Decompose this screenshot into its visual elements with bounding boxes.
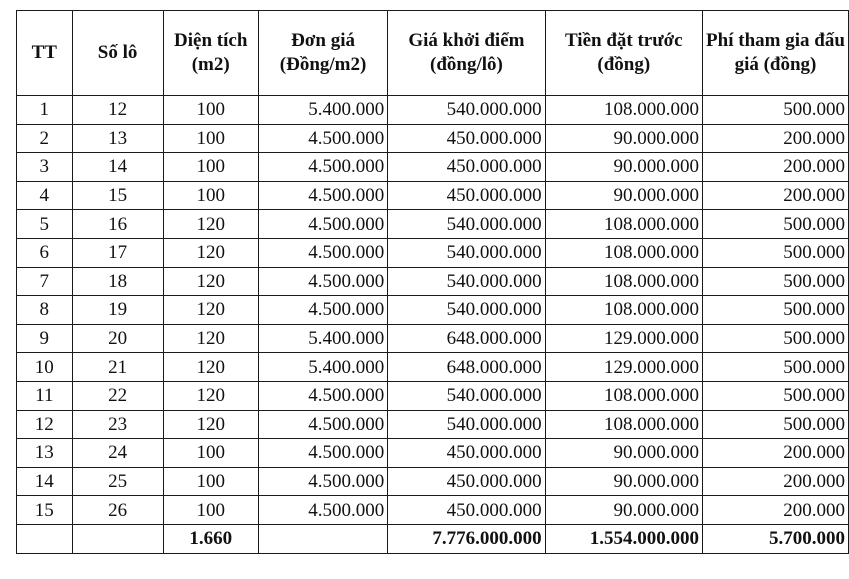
cell-dien-tich: 120 (163, 296, 258, 325)
cell-tt: 4 (17, 181, 73, 210)
header-phi-tham-gia: Phí tham gia đấu giá (đồng) (702, 11, 848, 96)
table-row (17, 467, 849, 496)
cell-so-lo: 19 (72, 296, 163, 325)
cell-so-lo: 22 (72, 381, 163, 410)
cell-dien-tich: 100 (163, 96, 258, 125)
cell-don-gia: 4.500.000 (258, 381, 387, 410)
cell-tt: 12 (17, 410, 73, 439)
cell-phi-tham-gia: 200.000 (702, 496, 848, 525)
cell-don-gia: 4.500.000 (258, 439, 387, 468)
total-tt (17, 524, 73, 553)
cell-so-lo: 17 (72, 238, 163, 267)
cell-tien-dat-truoc: 108.000.000 (545, 296, 702, 325)
cell-dien-tich: 100 (163, 181, 258, 210)
cell-dien-tich: 100 (163, 124, 258, 153)
cell-dien-tich: 100 (163, 496, 258, 525)
total-dien-tich: 1.660 (163, 524, 258, 553)
cell-so-lo: 26 (72, 496, 163, 525)
cell-so-lo: 18 (72, 267, 163, 296)
cell-phi-tham-gia: 200.000 (702, 439, 848, 468)
table-row (17, 238, 849, 267)
cell-dien-tich: 120 (163, 210, 258, 239)
cell-dien-tich: 120 (163, 324, 258, 353)
cell-tien-dat-truoc: 108.000.000 (545, 381, 702, 410)
cell-tien-dat-truoc: 108.000.000 (545, 410, 702, 439)
cell-don-gia: 4.500.000 (258, 296, 387, 325)
table-row (17, 381, 849, 410)
cell-phi-tham-gia: 500.000 (702, 267, 848, 296)
header-tien-dat-truoc: Tiền đặt trước (đồng) (545, 11, 702, 96)
cell-tien-dat-truoc: 90.000.000 (545, 124, 702, 153)
cell-tt: 2 (17, 124, 73, 153)
cell-gia-khoi-diem: 450.000.000 (388, 181, 545, 210)
cell-dien-tich: 120 (163, 267, 258, 296)
cell-tien-dat-truoc: 90.000.000 (545, 153, 702, 182)
cell-don-gia: 5.400.000 (258, 96, 387, 125)
table-row (17, 96, 849, 125)
cell-tien-dat-truoc: 108.000.000 (545, 238, 702, 267)
table-row (17, 267, 849, 296)
cell-tien-dat-truoc: 108.000.000 (545, 210, 702, 239)
cell-tt: 1 (17, 96, 73, 125)
total-don-gia (258, 524, 387, 553)
header-dien-tich: Diện tích (m2) (163, 11, 258, 96)
cell-gia-khoi-diem: 540.000.000 (388, 96, 545, 125)
total-tien-dat-truoc: 1.554.000.000 (545, 524, 702, 553)
cell-so-lo: 21 (72, 353, 163, 382)
table-body (17, 96, 849, 525)
cell-don-gia: 4.500.000 (258, 210, 387, 239)
table-row (17, 496, 849, 525)
auction-lot-table (16, 10, 849, 554)
cell-dien-tich: 120 (163, 353, 258, 382)
cell-tt: 11 (17, 381, 73, 410)
cell-dien-tich: 100 (163, 439, 258, 468)
cell-so-lo: 20 (72, 324, 163, 353)
cell-phi-tham-gia: 500.000 (702, 410, 848, 439)
cell-don-gia: 4.500.000 (258, 267, 387, 296)
cell-tt: 6 (17, 238, 73, 267)
cell-tien-dat-truoc: 108.000.000 (545, 96, 702, 125)
cell-don-gia: 4.500.000 (258, 238, 387, 267)
cell-so-lo: 12 (72, 96, 163, 125)
cell-tt: 10 (17, 353, 73, 382)
cell-don-gia: 4.500.000 (258, 124, 387, 153)
cell-phi-tham-gia: 500.000 (702, 353, 848, 382)
cell-phi-tham-gia: 200.000 (702, 181, 848, 210)
cell-phi-tham-gia: 500.000 (702, 324, 848, 353)
cell-so-lo: 14 (72, 153, 163, 182)
cell-gia-khoi-diem: 540.000.000 (388, 210, 545, 239)
cell-gia-khoi-diem: 450.000.000 (388, 124, 545, 153)
cell-don-gia: 4.500.000 (258, 496, 387, 525)
cell-tien-dat-truoc: 129.000.000 (545, 324, 702, 353)
cell-phi-tham-gia: 200.000 (702, 124, 848, 153)
cell-tt: 15 (17, 496, 73, 525)
table-row (17, 410, 849, 439)
cell-tien-dat-truoc: 108.000.000 (545, 267, 702, 296)
total-gia-khoi-diem: 7.776.000.000 (388, 524, 545, 553)
cell-dien-tich: 120 (163, 381, 258, 410)
total-phi-tham-gia: 5.700.000 (702, 524, 848, 553)
cell-dien-tich: 100 (163, 467, 258, 496)
cell-gia-khoi-diem: 450.000.000 (388, 467, 545, 496)
cell-gia-khoi-diem: 450.000.000 (388, 496, 545, 525)
cell-gia-khoi-diem: 540.000.000 (388, 238, 545, 267)
cell-don-gia: 5.400.000 (258, 324, 387, 353)
cell-tt: 3 (17, 153, 73, 182)
header-gia-khoi-diem: Giá khởi điểm (đồng/lô) (388, 11, 545, 96)
cell-phi-tham-gia: 500.000 (702, 296, 848, 325)
table-row (17, 296, 849, 325)
header-don-gia: Đơn giá (Đồng/m2) (258, 11, 387, 96)
cell-so-lo: 16 (72, 210, 163, 239)
table-row (17, 181, 849, 210)
total-so-lo (72, 524, 163, 553)
cell-phi-tham-gia: 200.000 (702, 153, 848, 182)
cell-tien-dat-truoc: 129.000.000 (545, 353, 702, 382)
cell-tien-dat-truoc: 90.000.000 (545, 181, 702, 210)
cell-don-gia: 4.500.000 (258, 410, 387, 439)
cell-phi-tham-gia: 500.000 (702, 238, 848, 267)
cell-gia-khoi-diem: 540.000.000 (388, 267, 545, 296)
table-row (17, 324, 849, 353)
cell-gia-khoi-diem: 540.000.000 (388, 381, 545, 410)
header-tt: TT (17, 11, 73, 96)
cell-don-gia: 4.500.000 (258, 181, 387, 210)
cell-gia-khoi-diem: 540.000.000 (388, 296, 545, 325)
cell-phi-tham-gia: 200.000 (702, 467, 848, 496)
cell-tt: 5 (17, 210, 73, 239)
cell-tien-dat-truoc: 90.000.000 (545, 496, 702, 525)
cell-tien-dat-truoc: 90.000.000 (545, 439, 702, 468)
table-row (17, 439, 849, 468)
header-row (17, 11, 849, 96)
cell-tt: 14 (17, 467, 73, 496)
cell-gia-khoi-diem: 648.000.000 (388, 353, 545, 382)
cell-so-lo: 15 (72, 181, 163, 210)
cell-gia-khoi-diem: 648.000.000 (388, 324, 545, 353)
cell-so-lo: 23 (72, 410, 163, 439)
cell-tt: 9 (17, 324, 73, 353)
cell-gia-khoi-diem: 450.000.000 (388, 439, 545, 468)
cell-tt: 13 (17, 439, 73, 468)
cell-gia-khoi-diem: 540.000.000 (388, 410, 545, 439)
cell-phi-tham-gia: 500.000 (702, 96, 848, 125)
cell-don-gia: 4.500.000 (258, 467, 387, 496)
table-row (17, 153, 849, 182)
cell-so-lo: 13 (72, 124, 163, 153)
table-row (17, 210, 849, 239)
cell-phi-tham-gia: 500.000 (702, 210, 848, 239)
table-row (17, 124, 849, 153)
cell-don-gia: 5.400.000 (258, 353, 387, 382)
cell-so-lo: 24 (72, 439, 163, 468)
cell-dien-tich: 120 (163, 410, 258, 439)
cell-tt: 8 (17, 296, 73, 325)
cell-dien-tich: 120 (163, 238, 258, 267)
totals-row (17, 524, 849, 553)
cell-so-lo: 25 (72, 467, 163, 496)
cell-dien-tich: 100 (163, 153, 258, 182)
cell-phi-tham-gia: 500.000 (702, 381, 848, 410)
header-so-lo: Số lô (72, 11, 163, 96)
cell-don-gia: 4.500.000 (258, 153, 387, 182)
cell-tien-dat-truoc: 90.000.000 (545, 467, 702, 496)
table-row (17, 353, 849, 382)
cell-tt: 7 (17, 267, 73, 296)
cell-gia-khoi-diem: 450.000.000 (388, 153, 545, 182)
